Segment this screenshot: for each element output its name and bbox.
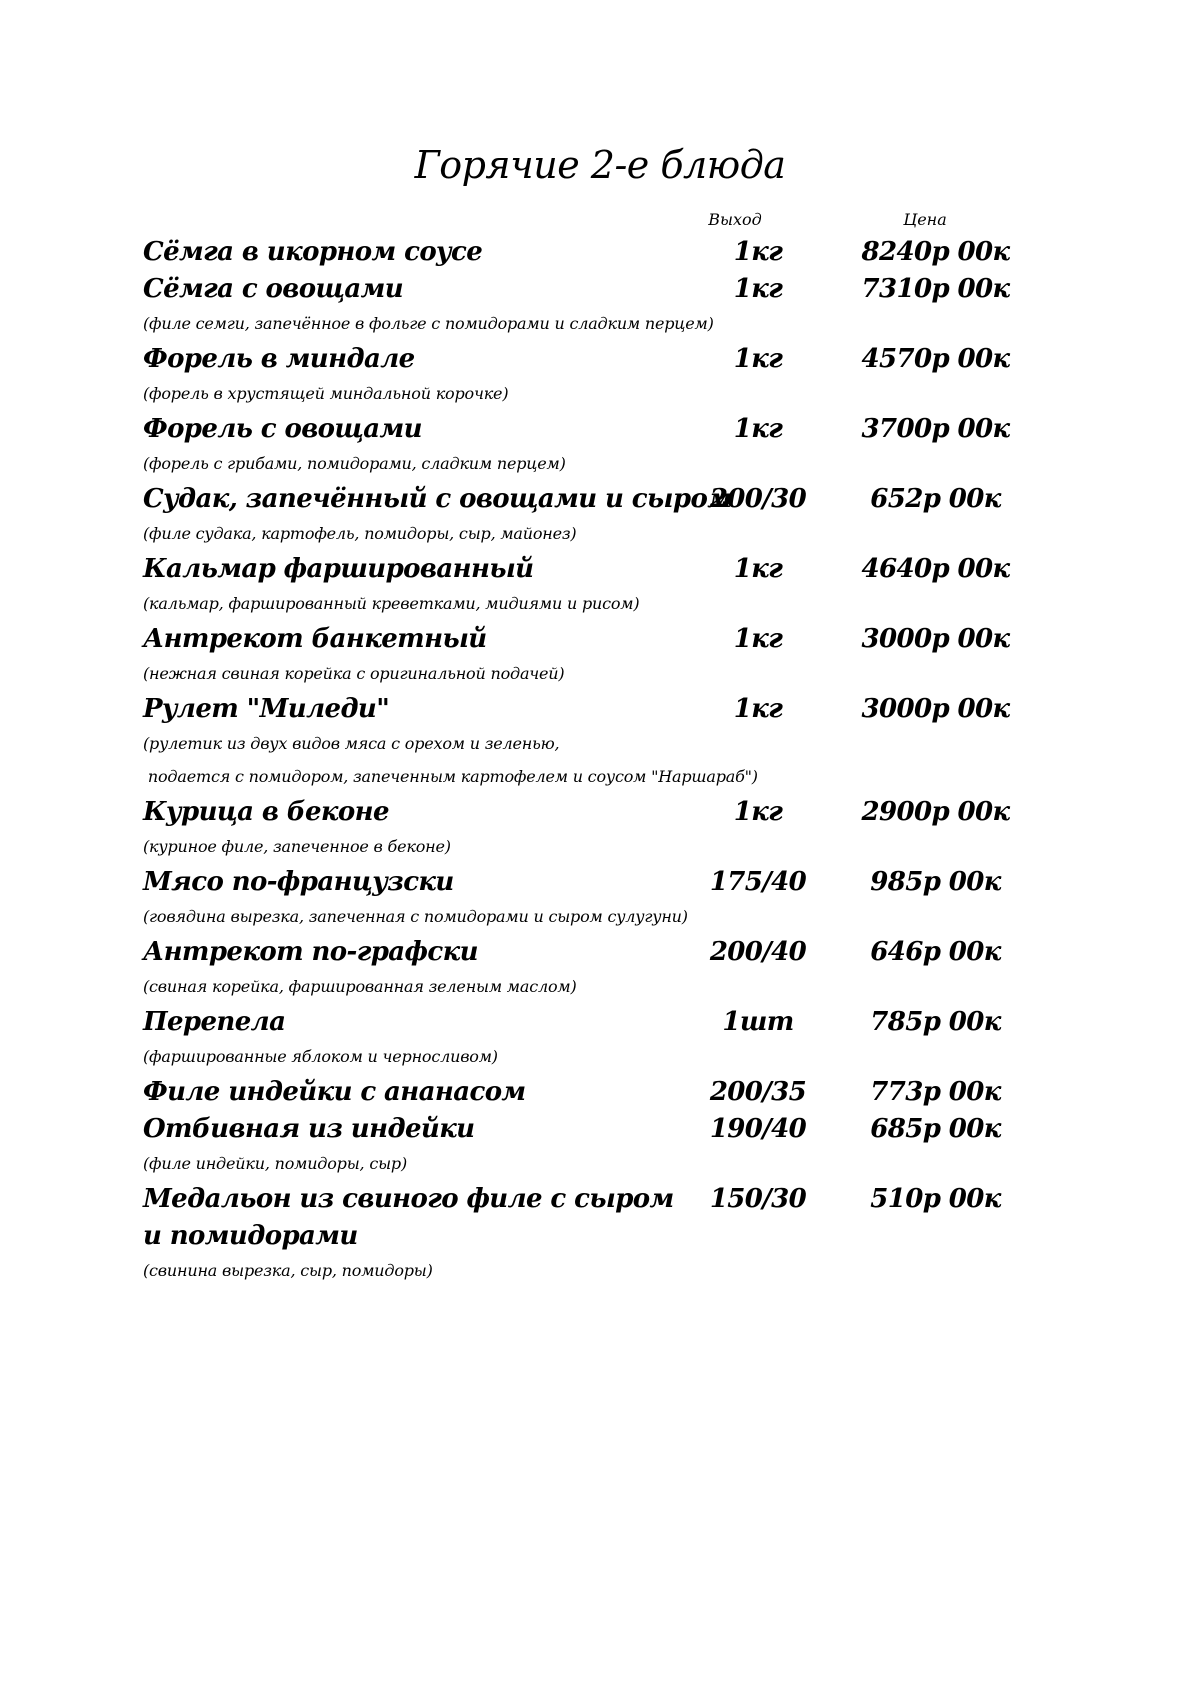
- menu-list: [143, 234, 1043, 1288]
- item-price: 510р 00к: [870, 1184, 1001, 1214]
- menu-item: [143, 691, 1043, 794]
- item-output: 1кг: [733, 414, 783, 444]
- item-name: Курица в беконе: [143, 797, 389, 827]
- item-description: (форель в хрустящей миндальной корочке): [143, 384, 509, 403]
- item-price: 3700р 00к: [861, 414, 1010, 444]
- menu-item: [143, 934, 1043, 1004]
- item-price: 4640р 00к: [861, 554, 1010, 584]
- page-title: Горячие 2-е блюда: [414, 143, 786, 187]
- item-output: 190/40: [709, 1114, 807, 1144]
- item-price: 985р 00к: [870, 867, 1001, 897]
- item-price: 685р 00к: [870, 1114, 1001, 1144]
- item-description: (филе семги, запечённое в фольге с помидорами и сладким перцем): [143, 314, 714, 333]
- item-output: 1кг: [733, 797, 783, 827]
- item-output: 200/40: [709, 937, 807, 967]
- item-description-line2: подается с помидором, запеченным картофелем и соусом "Наршараб"): [143, 767, 758, 786]
- item-price: 3000р 00к: [861, 694, 1010, 724]
- item-name: Отбивная из индейки: [143, 1114, 475, 1144]
- item-name: Антрекот банкетный: [143, 624, 487, 654]
- menu-item: [143, 1074, 1043, 1111]
- item-output: 1кг: [733, 694, 783, 724]
- item-name: Медальон из свиного филе с сыром и помидорами: [143, 1184, 674, 1251]
- item-output: 1кг: [733, 624, 783, 654]
- menu-item: [143, 794, 1043, 864]
- menu-item: [143, 234, 1043, 271]
- item-output: 1кг: [733, 344, 783, 374]
- item-output: 175/40: [709, 867, 807, 897]
- item-price: 4570р 00к: [861, 344, 1010, 374]
- item-name: Сёмга с овощами: [143, 274, 404, 304]
- item-name: Рулет "Миледи": [143, 694, 390, 724]
- item-name: Судак, запечённый с овощами и сыром: [143, 484, 732, 514]
- item-name: Филе индейки с ананасом: [143, 1077, 526, 1107]
- item-description: (филе судака, картофель, помидоры, сыр, майонез): [143, 524, 577, 543]
- item-name: Форель с овощами: [143, 414, 422, 444]
- item-description: (филе индейки, помидоры, сыр): [143, 1154, 408, 1173]
- column-header-price: Цена: [903, 210, 947, 229]
- item-description: (говядина вырезка, запеченная с помидорами и сыром сулугуни): [143, 907, 688, 926]
- item-description: (куриное филе, запеченное в беконе): [143, 837, 451, 856]
- menu-item: [143, 1004, 1043, 1074]
- item-description: (нежная свиная корейка с оригинальной подачей): [143, 664, 565, 683]
- item-description: (фаршированные яблоком и черносливом): [143, 1047, 498, 1066]
- item-output: 200/35: [709, 1077, 807, 1107]
- item-price: 785р 00к: [870, 1007, 1001, 1037]
- item-name: Мясо по-французски: [143, 867, 454, 897]
- item-price: 3000р 00к: [861, 624, 1010, 654]
- item-name: Сёмга в икорном соусе: [143, 237, 483, 267]
- item-output: 200/30: [709, 484, 807, 514]
- item-description: (свинина вырезка, сыр, помидоры): [143, 1261, 433, 1280]
- column-header-output: Выход: [708, 210, 762, 229]
- item-output: 1шт: [722, 1007, 794, 1037]
- item-output: 1кг: [733, 237, 783, 267]
- menu-item: [143, 341, 1043, 411]
- item-description: (рулетик из двух видов мяса с орехом и зеленью,: [143, 734, 560, 753]
- menu-item: [143, 864, 1043, 934]
- item-name: Перепела: [143, 1007, 286, 1037]
- item-name: Антрекот по-графски: [143, 937, 478, 967]
- item-price: 773р 00к: [870, 1077, 1001, 1107]
- item-output: 1кг: [733, 274, 783, 304]
- menu-item: [143, 1111, 1043, 1181]
- menu-item: [143, 271, 1043, 341]
- item-name: Форель в миндале: [143, 344, 415, 374]
- item-price: 8240р 00к: [861, 237, 1010, 267]
- menu-item: [143, 481, 1043, 551]
- menu-item: [143, 621, 1043, 691]
- item-name: Кальмар фаршированный: [143, 554, 534, 584]
- item-price: 652р 00к: [870, 484, 1001, 514]
- item-description: (свиная корейка, фаршированная зеленым маслом): [143, 977, 577, 996]
- item-output: 1кг: [733, 554, 783, 584]
- menu-item: [143, 411, 1043, 481]
- item-price: 7310р 00к: [861, 274, 1010, 304]
- item-description: (кальмар, фаршированный креветками, мидиями и рисом): [143, 594, 640, 613]
- item-price: 2900р 00к: [861, 797, 1010, 827]
- item-output: 150/30: [709, 1184, 807, 1214]
- menu-item: [143, 1181, 1043, 1288]
- item-price: 646р 00к: [870, 937, 1001, 967]
- menu-item: [143, 551, 1043, 621]
- item-description: (форель с грибами, помидорами, сладким перцем): [143, 454, 566, 473]
